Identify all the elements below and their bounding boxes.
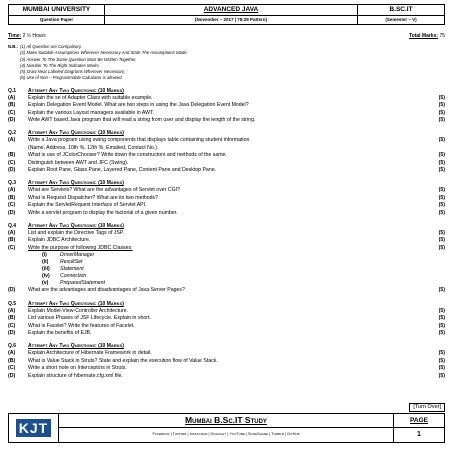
footer-title: Mumbai B.Sc.IT Study <box>59 414 393 428</box>
sub-question-text: Explain Root Pane, Glass Pane, Layered Pane, Content Pane and Desktop Pane. <box>28 167 217 174</box>
question-instruction: Attempt Any Two Questions: (10 Marks) <box>28 130 124 137</box>
sub-question-label: (A) <box>8 137 16 144</box>
sub-question <box>8 315 445 322</box>
sub-question <box>8 167 445 174</box>
sub-question-text: Write AWT based Java program that will read a string from user and display the length of the string. <box>28 117 256 123</box>
sub-question-marks: (5) <box>438 372 445 379</box>
sub-question-text: What is Facelet? Write the features of Facelet. <box>28 322 135 329</box>
sub-question-text: Explain JDBC Architecture. <box>28 237 91 244</box>
time-value: 2 ½ Hours <box>22 33 46 39</box>
sub-question-text: Explain the se of Adapter Class with suitable example. <box>28 94 153 101</box>
jdbc-class-item <box>8 266 445 273</box>
sub-question <box>8 237 445 244</box>
nb-label: N.B.: <box>8 44 19 49</box>
sub-question <box>8 358 445 365</box>
sub-question-label: (D) <box>8 329 16 336</box>
question-number: Q.2 <box>8 130 17 137</box>
sub-question <box>8 202 445 209</box>
footer-center <box>59 414 394 442</box>
sub-question-label: (A) <box>8 187 16 194</box>
sub-question-marks: (5) <box>438 102 445 109</box>
header-table <box>8 4 445 25</box>
question-instruction: Attempt Any Two Questions: (10 Marks) <box>28 300 124 307</box>
question-block <box>8 223 445 295</box>
sub-question-marks: (5) <box>438 307 445 314</box>
sub-question-text: Write a Java program using swing components that displays table containing student information <box>28 137 250 144</box>
sub-question-marks: (5) <box>438 244 445 251</box>
sub-question <box>8 160 445 167</box>
sub-question-marks: (5) <box>438 237 445 244</box>
sub-question-text: Explain Architecture of Hibernate Framework in detail. <box>28 350 152 357</box>
jdbc-class-numeral: (ii) <box>42 259 49 266</box>
question-block <box>8 130 445 174</box>
sub-question-label: (A) <box>8 307 16 314</box>
sub-question <box>8 145 445 152</box>
marks-info <box>409 33 445 39</box>
sub-question-label: (C) <box>8 322 16 329</box>
instructions <box>8 44 445 82</box>
question-heading <box>8 130 445 137</box>
jdbc-class-item <box>8 280 445 287</box>
paper-label: Question Paper <box>39 17 74 22</box>
sub-question-marks: (5) <box>438 357 445 364</box>
sub-question-text: What are the advantages and disadvantages of Java Server Pages? <box>28 287 185 294</box>
time-label: Time: <box>8 33 22 39</box>
sub-question-text: Explain the ServletRequest Interface of Servlet API. <box>28 202 147 209</box>
questions-section <box>8 88 445 380</box>
sub-question-label: (A) <box>8 94 16 101</box>
sub-question-text: List various Phases of JSF Lifecycle. Explain in short. <box>28 315 151 322</box>
sub-question <box>8 330 445 337</box>
header-right <box>358 5 444 24</box>
jdbc-class-numeral: (i) <box>42 252 47 259</box>
sub-question-text: Explain Model-View-Controller Architecture. <box>28 307 128 314</box>
sub-question <box>8 110 445 117</box>
marks-label: Total Marks: <box>408 33 439 39</box>
sub-question-marks: (5) <box>438 194 445 201</box>
sub-question <box>8 117 445 124</box>
sub-question-marks: (5) <box>438 152 445 159</box>
sub-question-marks: (5) <box>438 117 445 123</box>
sub-question-label: (B) <box>8 237 16 244</box>
course-name: B.SC.IT <box>358 5 444 16</box>
sub-question-marks: (5) <box>438 365 445 372</box>
sub-question-label: (C) <box>8 202 16 209</box>
sub-question-text: Distinguish between AWT and JFC (Swing). <box>28 159 129 166</box>
subject-title: ADVANCED JAVA <box>105 5 357 16</box>
question-instruction: Attempt Any Two Questions: (10 Marks) <box>28 223 124 230</box>
sub-question-marks: (5) <box>438 109 445 116</box>
sub-question-label: (C) <box>8 159 16 166</box>
sub-question-label: (C) <box>8 365 16 372</box>
jdbc-class-numeral: (iv) <box>42 273 50 280</box>
sub-question <box>8 365 445 372</box>
social-links: Facebook | Twitter | Instagram | Google+ | YouTube | SlideShare | Tumblr | GitHub <box>152 432 300 436</box>
instruction-item: (3) Answer To The Same Question Must Be Written Together. <box>20 56 137 62</box>
jdbc-class-numeral: (v) <box>42 280 49 287</box>
question-block <box>8 180 445 217</box>
header-left <box>9 5 105 24</box>
instruction-item: (2) Make Suitable Assumptions Wherever Necessary And State The Assumptions Made. <box>20 50 188 56</box>
sub-question-label: (C) <box>8 109 16 116</box>
jdbc-class-item <box>8 259 445 266</box>
sub-question-text: What is Request Dispatcher? What are its two methods? <box>28 194 159 201</box>
sub-question-label: (B) <box>8 152 16 159</box>
question-block <box>8 88 445 125</box>
jdbc-class-list <box>8 252 445 287</box>
sub-question-label: (A) <box>8 350 16 357</box>
jdbc-class-item <box>8 273 445 280</box>
sub-question-text: Write a short note on Interceptors in Struts. <box>28 365 127 372</box>
jdbc-class-numeral: (iii) <box>42 266 50 273</box>
sub-question-label: (C) <box>8 244 16 251</box>
sub-question-marks: (5) <box>438 287 445 294</box>
sub-question-marks: (5) <box>438 137 445 144</box>
sub-question <box>8 287 445 294</box>
question-block <box>8 343 445 380</box>
question-instruction: Attempt Any Two Questions: (10 Marks) <box>28 180 124 187</box>
sub-question-label: (B) <box>8 102 16 109</box>
instruction-item: (5) Draw Neat Labeled Diagrams Wherever Necessary. <box>20 69 125 75</box>
page-footer <box>8 413 445 443</box>
question-instruction: Attempt Any Two Questions: (10 Marks) <box>28 87 124 94</box>
sub-question-label: (A) <box>8 230 16 237</box>
page-number: 1 <box>417 431 421 438</box>
question-paper-page <box>8 4 445 449</box>
jdbc-class-name: PreparedStatement <box>60 280 105 287</box>
sub-question-marks: (5) <box>438 187 445 194</box>
jdbc-class-name: Connection <box>60 273 87 280</box>
question-heading <box>8 301 445 308</box>
sub-question-label: (B) <box>8 194 16 201</box>
jdbc-class-name: Statement <box>60 266 84 273</box>
kjt-logo-mark: KJT <box>16 419 51 437</box>
instruction-item: (6) Use of Non – Programmable Calculator is allowed. <box>20 75 123 81</box>
sub-question-marks: (5) <box>438 209 445 216</box>
sub-question-text: Explain structure of hibernate.cfg.xml file. <box>28 372 123 379</box>
header-center <box>105 5 358 24</box>
semester: (Semester – V) <box>385 17 417 22</box>
jdbc-class-item <box>8 252 445 259</box>
sub-question-label: (D) <box>8 209 16 216</box>
sub-question-marks: (5) <box>438 202 445 209</box>
question-heading <box>8 180 445 187</box>
sub-question-text: Explain the benefits of EJB. <box>28 329 92 336</box>
question-number: Q.1 <box>8 87 17 94</box>
question-number: Q.5 <box>8 300 17 307</box>
question-number: Q.3 <box>8 180 17 187</box>
sub-question-text: Explain Delegation Event Model. What are two steps in using the Java Delegation Event Model? <box>28 102 249 109</box>
sub-question-text: Write a servlet program to display the factorial of a given number. <box>28 209 178 216</box>
question-heading <box>8 343 445 350</box>
page-number-box <box>394 414 444 442</box>
exam-detail: (November – 2017 | 75:25 Pattern) <box>194 17 268 22</box>
sub-question-text: What are Servlets? What are the advantages of Servlet over CGI? <box>28 187 180 194</box>
sub-question-label: (D) <box>8 287 16 294</box>
jdbc-class-name: DriverManager <box>60 252 95 259</box>
sub-question <box>8 137 445 144</box>
sub-question <box>8 308 445 315</box>
sub-question-text: What is use of JColorChooser? Write down the constructors and methods of the same. <box>28 152 227 159</box>
sub-question-marks: (5) <box>438 230 445 237</box>
sub-question <box>8 95 445 102</box>
sub-question-marks: (5) <box>438 94 445 101</box>
sub-question <box>8 187 445 194</box>
instruction-list <box>20 44 188 82</box>
sub-question <box>8 210 445 217</box>
sub-question <box>8 373 445 380</box>
sub-question <box>8 323 445 330</box>
page-label: PAGE <box>394 414 444 428</box>
kjt-logo <box>9 414 59 442</box>
sub-question-marks: (5) <box>438 315 445 322</box>
sub-question-text: Explain the various Layout managers available in AWT. <box>28 109 155 116</box>
sub-question <box>8 195 445 202</box>
university-name: MUMBAI UNIVERSITY <box>9 5 104 16</box>
sub-question-label <box>8 145 28 152</box>
sub-question <box>8 230 445 237</box>
sub-question-marks: (5) <box>438 350 445 357</box>
question-heading <box>8 223 445 230</box>
question-number: Q.4 <box>8 223 17 230</box>
question-instruction: Attempt Any Two Questions: (10 Marks) <box>28 343 124 350</box>
marks-value: 75 <box>439 33 445 39</box>
sub-question <box>8 102 445 109</box>
question-number: Q.6 <box>8 343 17 350</box>
instruction-item: (4) Number To The Right Indicates Marks. <box>20 62 100 68</box>
sub-question <box>8 152 445 159</box>
instruction-item: (1) All Question are Compulsory. <box>20 44 82 49</box>
sub-question-text: (Name, Address, 10th %, 12th %, Emailed, Contact No.). <box>28 144 159 151</box>
sub-question-label: (B) <box>8 357 16 364</box>
question-block <box>8 301 445 338</box>
turn-over-label: [ Turn Over ] <box>409 403 445 412</box>
sub-question-label: (D) <box>8 117 16 123</box>
sub-question-text: List and explain the Directive Tags of JSP. <box>28 230 125 237</box>
sub-question-label: (D) <box>8 372 16 379</box>
sub-question-marks: (5) <box>438 329 445 336</box>
sub-question-label: (D) <box>8 167 16 174</box>
sub-question-marks <box>431 145 445 152</box>
time-info <box>8 33 46 39</box>
sub-question-marks: (5) <box>438 167 445 174</box>
sub-question-text: What is Value Stack in Struts? State and explain the execution flow of Value Stack. <box>28 357 218 364</box>
jdbc-class-name: ResultSet <box>60 259 83 266</box>
exam-meta <box>8 33 445 39</box>
sub-question-marks: (5) <box>438 159 445 166</box>
sub-question <box>8 245 445 252</box>
sub-question <box>8 350 445 357</box>
question-heading <box>8 88 445 95</box>
sub-question-label: (B) <box>8 315 16 322</box>
sub-question-text: Write the purpose of following JDBC Classes: <box>28 244 133 251</box>
sub-question-marks: (5) <box>438 322 445 329</box>
